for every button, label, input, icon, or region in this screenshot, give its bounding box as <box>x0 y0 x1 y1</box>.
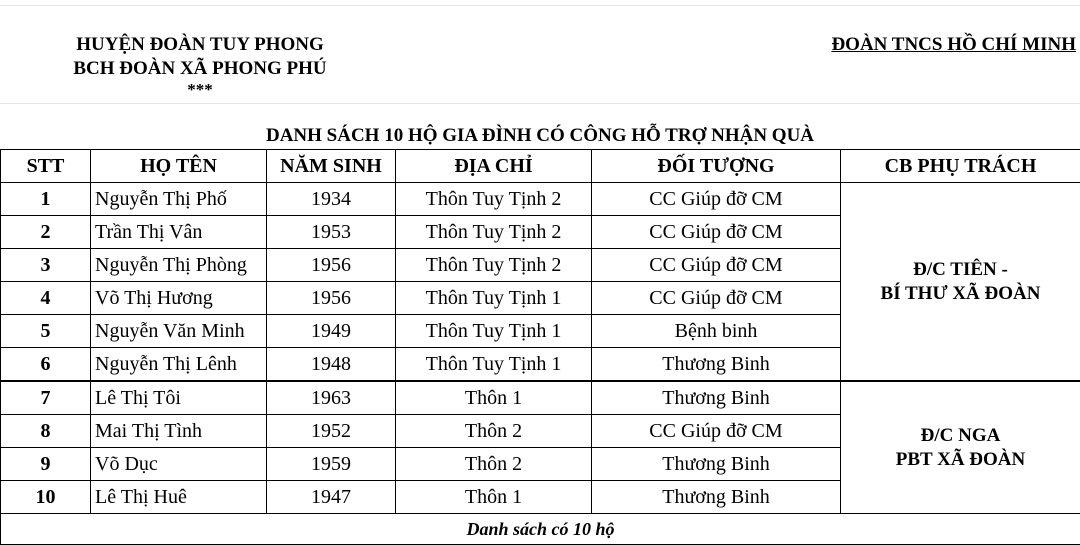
cell-address: Thôn Tuy Tịnh 1 <box>396 282 592 315</box>
cell-name: Trần Thị Vân <box>91 216 267 249</box>
cell-stt: 7 <box>1 381 91 415</box>
cell-name: Nguyễn Thị Phố <box>91 183 267 216</box>
cell-category: Bệnh binh <box>592 315 841 348</box>
officer-1-role: BÍ THƯ XÃ ĐOÀN <box>841 282 1080 306</box>
cell-name: Nguyễn Thị Lênh <box>91 348 267 382</box>
issuing-organization <box>30 33 370 99</box>
column-header-category: ĐỐI TƯỢNG <box>592 150 841 183</box>
cell-stt: 3 <box>1 249 91 282</box>
column-header-address: ĐỊA CHỈ <box>396 150 592 183</box>
officer-2-role: PBT XÃ ĐOÀN <box>841 448 1080 472</box>
decorative-stars: *** <box>30 81 370 99</box>
cell-name: Võ Thị Hương <box>91 282 267 315</box>
cell-year: 1952 <box>267 415 396 448</box>
cell-year: 1956 <box>267 249 396 282</box>
cell-category: CC Giúp đỡ CM <box>592 282 841 315</box>
cell-officer-group-2 <box>841 381 1080 514</box>
cell-name: Lê Thị Huê <box>91 481 267 514</box>
cell-address: Thôn 1 <box>396 381 592 415</box>
cell-year: 1949 <box>267 315 396 348</box>
commune-union-name: BCH ĐOÀN XÃ PHONG PHÚ <box>30 57 370 81</box>
cell-officer-group-1 <box>841 183 1080 382</box>
cell-address: Thôn Tuy Tịnh 2 <box>396 249 592 282</box>
cell-year: 1959 <box>267 448 396 481</box>
cell-stt: 9 <box>1 448 91 481</box>
column-header-name: HỌ TÊN <box>91 150 267 183</box>
cell-category: CC Giúp đỡ CM <box>592 183 841 216</box>
cell-address: Thôn Tuy Tịnh 2 <box>396 216 592 249</box>
cell-stt: 4 <box>1 282 91 315</box>
cell-name: Nguyễn Thị Phòng <box>91 249 267 282</box>
household-count-note: Danh sách có 10 hộ <box>1 514 1080 545</box>
cell-stt: 8 <box>1 415 91 448</box>
table-row <box>1 183 1080 216</box>
cell-name: Võ Dục <box>91 448 267 481</box>
cell-year: 1953 <box>267 216 396 249</box>
table-header-row <box>1 150 1080 183</box>
cell-year: 1963 <box>267 381 396 415</box>
cell-address: Thôn 2 <box>396 415 592 448</box>
cell-name: Mai Thị Tình <box>91 415 267 448</box>
cell-category: CC Giúp đỡ CM <box>592 249 841 282</box>
cell-year: 1956 <box>267 282 396 315</box>
cell-year: 1934 <box>267 183 396 216</box>
household-table <box>0 149 1080 545</box>
table-row <box>1 381 1080 415</box>
cell-stt: 5 <box>1 315 91 348</box>
district-union-name: HUYỆN ĐOÀN TUY PHONG <box>30 33 370 57</box>
cell-stt: 6 <box>1 348 91 382</box>
cell-stt: 1 <box>1 183 91 216</box>
cell-category: Thương Binh <box>592 348 841 382</box>
cell-category: CC Giúp đỡ CM <box>592 216 841 249</box>
youth-union-name: ĐOÀN TNCS HỒ CHÍ MINH <box>760 33 1076 57</box>
cell-address: Thôn Tuy Tịnh 1 <box>396 348 592 382</box>
cell-address: Thôn 1 <box>396 481 592 514</box>
cell-name: Lê Thị Tôi <box>91 381 267 415</box>
cell-category: Thương Binh <box>592 381 841 415</box>
table-footer-row <box>1 514 1080 545</box>
column-header-year: NĂM SINH <box>267 150 396 183</box>
cell-address: Thôn 2 <box>396 448 592 481</box>
cell-category: Thương Binh <box>592 448 841 481</box>
cell-name: Nguyễn Văn Minh <box>91 315 267 348</box>
officer-1-name: Đ/C TIÊN - <box>841 258 1080 282</box>
document-title: DANH SÁCH 10 HỘ GIA ĐÌNH CÓ CÔNG HỖ TRỢ NHẬN QUÀ <box>0 124 1080 148</box>
cell-year: 1947 <box>267 481 396 514</box>
cell-address: Thôn Tuy Tịnh 1 <box>396 315 592 348</box>
column-header-stt: STT <box>1 150 91 183</box>
cell-stt: 10 <box>1 481 91 514</box>
officer-2-name: Đ/C NGA <box>841 424 1080 448</box>
column-header-officer: CB PHỤ TRÁCH <box>841 150 1080 183</box>
cell-category: CC Giúp đỡ CM <box>592 415 841 448</box>
cell-address: Thôn Tuy Tịnh 2 <box>396 183 592 216</box>
cell-stt: 2 <box>1 216 91 249</box>
cell-year: 1948 <box>267 348 396 382</box>
cell-category: Thương Binh <box>592 481 841 514</box>
